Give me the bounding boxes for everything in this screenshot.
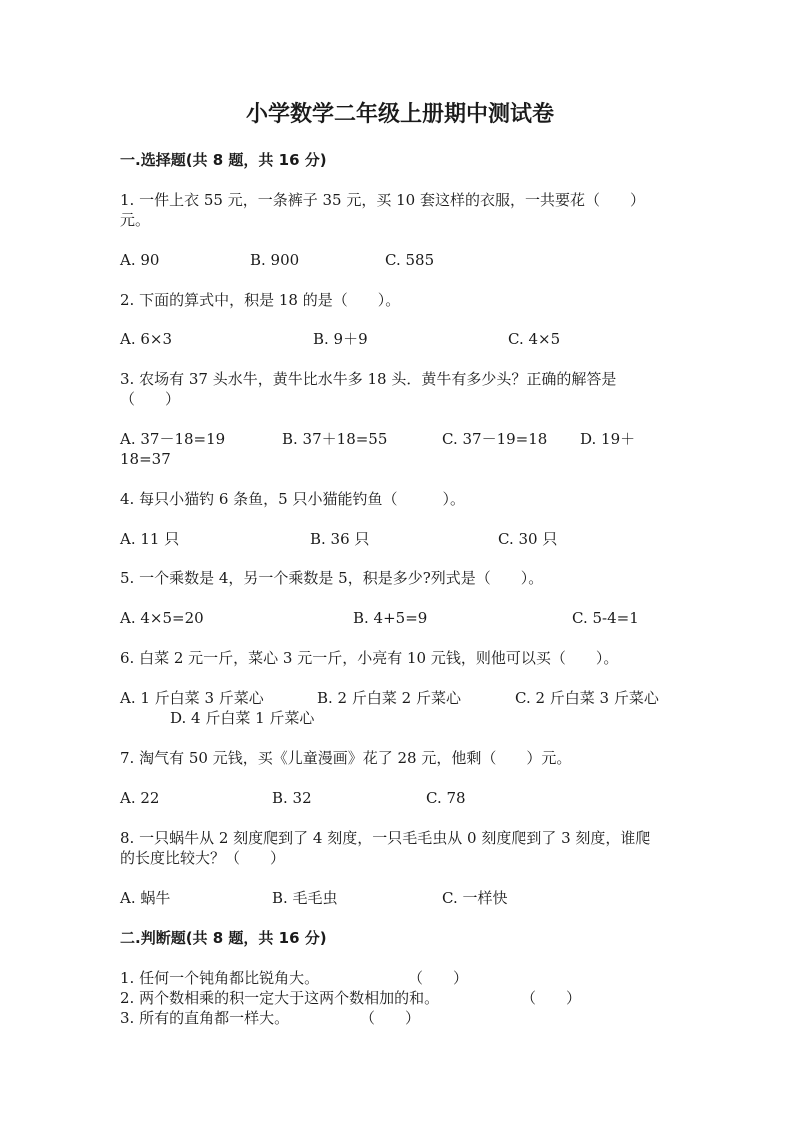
- question-7-line-1: 7. 淘气有 50 元钱，买《儿童漫画》花了 28 元，他剩（ ）元。: [120, 749, 572, 767]
- question-1-line-1: 1. 一件上衣 55 元，一条裤子 35 元，买 10 套这样的衣服，一共要花（ ）: [120, 191, 645, 209]
- question-8-line-2: 的长度比较大？（ ）: [120, 849, 286, 867]
- question-6-line-1: 6. 白菜 2 元一斤，菜心 3 元一斤，小亮有 10 元钱，则他可以买（ ）。: [120, 649, 619, 667]
- question-2-option-b: B. 9＋9: [313, 330, 368, 348]
- question-4-line-1: 4. 每只小猫钓 6 条鱼，5 只小猫能钓鱼（ ）。: [120, 490, 465, 508]
- question-5-line-1: 5. 一个乘数是 4，另一个乘数是 5，积是多少?列式是（ ）。: [120, 569, 544, 587]
- question-3-option-d-wrap: 18=37: [120, 450, 171, 468]
- question-2-option-c: C. 4×5: [508, 330, 561, 348]
- question-7-option-b: B. 32: [272, 789, 312, 807]
- judgement-item-2-bracket: （ ）: [521, 989, 582, 1007]
- question-6-option-c: C. 2 斤白菜 3 斤菜心: [515, 689, 659, 707]
- question-3-option-b: B. 37＋18=55: [282, 430, 388, 448]
- question-4-option-b: B. 36 只: [310, 530, 370, 548]
- question-8-option-a: A. 蜗牛: [120, 889, 171, 907]
- question-1-option-a: A. 90: [120, 251, 160, 269]
- judgement-item-1: 1. 任何一个钝角都比锐角大。: [120, 969, 320, 987]
- question-3-option-c: C. 37－19=18: [442, 430, 548, 448]
- judgement-item-3: 3. 所有的直角都一样大。: [120, 1009, 290, 1027]
- page-title: 小学数学二年级上册期中测试卷: [245, 102, 554, 127]
- judgement-item-3-bracket: （ ）: [360, 1009, 421, 1027]
- question-3-option-d: D. 19＋: [580, 430, 636, 448]
- question-3-line-1: 3. 农场有 37 头水牛，黄牛比水牛多 18 头．黄牛有多少头？正确的解答是: [120, 370, 617, 388]
- question-8-option-b: B. 毛毛虫: [272, 889, 338, 907]
- question-1-option-c: C. 585: [385, 251, 435, 269]
- question-3-option-a: A. 37－18=19: [120, 430, 226, 448]
- question-2-option-a: A. 6×3: [120, 330, 173, 348]
- judgement-item-2: 2. 两个数相乘的积一定大于这两个数相加的和。: [120, 989, 440, 1007]
- question-5-option-a: A. 4×5=20: [120, 609, 204, 627]
- question-1-line-2: 元。: [120, 211, 151, 229]
- question-1-option-b: B. 900: [250, 251, 300, 269]
- judgement-item-1-bracket: （ ）: [408, 969, 469, 987]
- question-6-option-b: B. 2 斤白菜 2 斤菜心: [317, 689, 461, 707]
- question-3-line-2: （ ）: [120, 390, 181, 408]
- question-6-option-a: A. 1 斤白菜 3 斤菜心: [120, 689, 264, 707]
- question-4-option-a: A. 11 只: [120, 530, 180, 548]
- question-6-option-d: D. 4 斤白菜 1 斤菜心: [170, 709, 315, 727]
- question-5-option-b: B. 4+5=9: [353, 609, 428, 627]
- question-7-option-c: C. 78: [426, 789, 466, 807]
- question-2-line-1: 2. 下面的算式中，积是 18 的是（ ）。: [120, 291, 401, 309]
- section-heading-choice: 一.选择题(共 8 题，共 16 分): [120, 151, 327, 169]
- question-8-option-c: C. 一样快: [442, 889, 508, 907]
- section-heading-judgement: 二.判断题(共 8 题，共 16 分): [120, 929, 327, 947]
- question-8-line-1: 8. 一只蜗牛从 2 刻度爬到了 4 刻度，一只毛毛虫从 0 刻度爬到了 3 刻度，谁爬: [120, 829, 651, 847]
- question-7-option-a: A. 22: [120, 789, 160, 807]
- question-5-option-c: C. 5-4=1: [572, 609, 639, 627]
- question-4-option-c: C. 30 只: [498, 530, 558, 548]
